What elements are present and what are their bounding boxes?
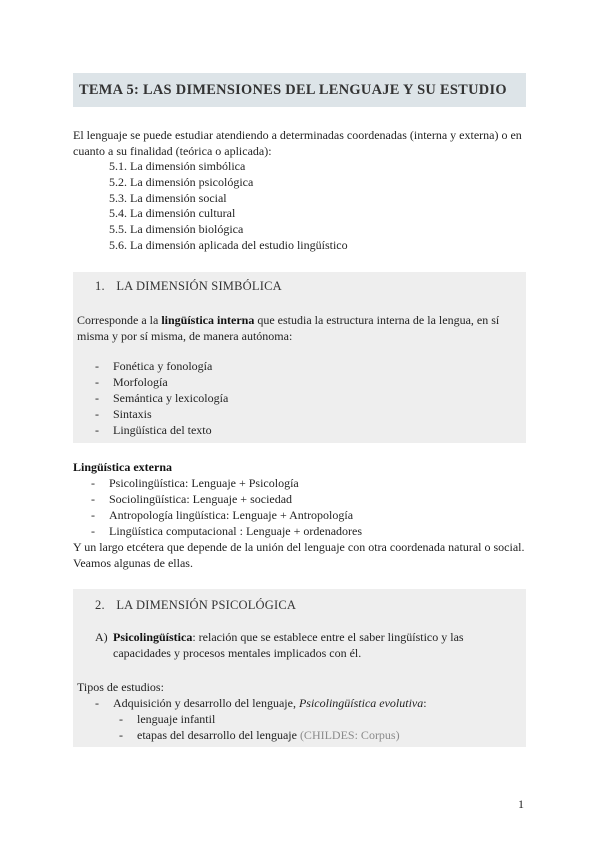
list-item: - Sociolingüística: Lenguaje + sociedad bbox=[91, 491, 526, 507]
definition-text bbox=[95, 629, 495, 661]
page-number: 1 bbox=[518, 797, 524, 811]
intro-paragraph: El lenguaje se puede estudiar atendiendo a determinadas coordenadas (interna y externa) o en cuanto a su finalidad (teórica o aplicada): bbox=[73, 128, 522, 158]
study-text: : bbox=[423, 696, 427, 710]
toc-item: 5.1. La dimensión simbólica bbox=[109, 159, 246, 173]
list-item: - Semántica y lexicología bbox=[95, 390, 228, 406]
sub-list-item: - lenguaje infantil bbox=[119, 711, 517, 727]
definition-term: Psicolingüística bbox=[113, 630, 193, 644]
para-text: que estudia la estructura interna de la lengua, en sí misma y por sí misma, de manera autónoma: bbox=[77, 313, 500, 343]
section-number: 1. bbox=[95, 279, 105, 293]
para-bold-term: lingüística interna bbox=[161, 313, 255, 327]
sub-letter: A) bbox=[95, 630, 108, 644]
study-types bbox=[77, 679, 517, 743]
toc-item: 5.6. La dimensión aplicada del estudio lingüístico bbox=[109, 237, 348, 252]
corpus-note: (CHILDES: Corpus) bbox=[299, 728, 400, 742]
external-linguistics-list bbox=[73, 475, 526, 539]
study-text: Adquisición y desarrollo del lenguaje, bbox=[113, 696, 299, 710]
section-title: LA DIMENSIÓN PSICOLÓGICA bbox=[116, 598, 297, 612]
section-2-box bbox=[73, 589, 526, 747]
study-italic: Psicolingüística evolutiva bbox=[298, 696, 424, 710]
toc-item: 5.5. La dimensión biológica bbox=[109, 222, 244, 237]
section-1-heading bbox=[95, 279, 282, 294]
list-item: - Fonética y fonología bbox=[95, 358, 228, 374]
toc-item: 5.3. La dimensión social bbox=[109, 190, 227, 205]
section-1-paragraph bbox=[77, 312, 517, 344]
toc-item: 5.4. La dimensión cultural bbox=[109, 206, 236, 221]
closing-paragraph: Y un largo etcétera que depende de la unión del lenguaje con otra coordenada natural o social. Veamos algunas de ellas. bbox=[73, 540, 525, 570]
external-heading bbox=[73, 459, 526, 475]
study-types-label: Tipos de estudios: bbox=[77, 680, 164, 694]
section-title: LA DIMENSIÓN SIMBÓLICA bbox=[116, 279, 282, 293]
list-item: - Antropología lingüística: Lenguaje + Antropología bbox=[91, 507, 526, 523]
intro-block bbox=[73, 127, 526, 254]
sub-list-item bbox=[119, 727, 517, 743]
section-1-box bbox=[73, 272, 526, 443]
definition-body: : relación que se establece entre el saber lingüístico y las capacidades y procesos mentales implicados con él. bbox=[113, 630, 464, 660]
document-title bbox=[73, 73, 526, 107]
internal-linguistics-list bbox=[95, 358, 228, 438]
external-heading-text: Lingüística externa bbox=[73, 460, 172, 474]
external-linguistics-block bbox=[73, 459, 526, 571]
study-types-list bbox=[77, 695, 517, 711]
study-sub-list bbox=[77, 711, 517, 743]
title-text: TEMA 5: LAS DIMENSIONES DEL LENGUAJE Y SU ESTUDIO bbox=[79, 81, 507, 98]
section-number: 2. bbox=[95, 598, 105, 612]
list-item bbox=[95, 695, 517, 711]
list-item: - Lingüística computacional : Lenguaje + ordenadores bbox=[91, 523, 526, 539]
list-item: - Morfología bbox=[95, 374, 228, 390]
table-of-contents bbox=[73, 159, 526, 254]
section-2-heading bbox=[95, 598, 296, 613]
para-text: Corresponde a la bbox=[77, 313, 162, 327]
list-item: - Sintaxis bbox=[95, 406, 228, 422]
list-item: - Psicolingüística: Lenguaje + Psicología bbox=[91, 475, 526, 491]
list-item: - Lingüística del texto bbox=[95, 422, 228, 438]
toc-item: 5.2. La dimensión psicológica bbox=[109, 174, 254, 189]
sub-item-text: etapas del desarrollo del lenguaje bbox=[137, 728, 297, 742]
psycholinguistics-definition bbox=[95, 629, 495, 661]
